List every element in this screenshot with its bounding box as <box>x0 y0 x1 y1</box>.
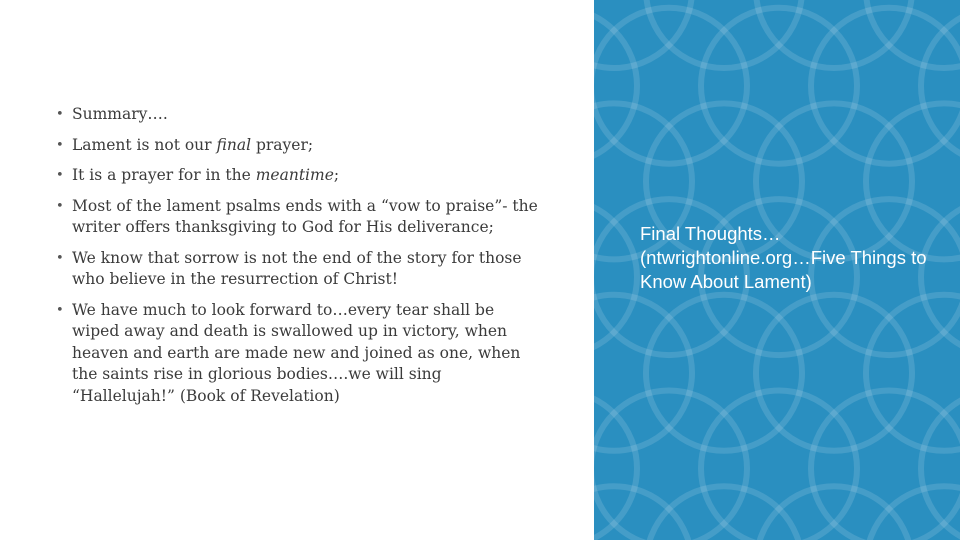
bullet-item: • It is a prayer for in the meantime; <box>56 165 546 187</box>
pattern-ring <box>866 486 960 540</box>
bullet-list <box>56 104 546 416</box>
bullet-item: • Summary…. <box>56 104 546 126</box>
bullet-item: • Lament is not our final prayer; <box>56 135 546 157</box>
pattern-ring <box>921 391 960 540</box>
title-panel <box>594 0 960 540</box>
side-title: Final Thoughts… (ntwrightonline.org…Five Things to Know About Lament) <box>640 223 927 292</box>
bullet-item: • We have much to look forward to…every tear shall be wiped away and death is swallowed up in victory, when heaven and earth are made new and joined as one, when the saints rise in glorious bodies….we will sing “Hallelujah!” (Book of Revelation) <box>56 300 546 408</box>
bullet-item: • Most of the lament psalms ends with a “vow to praise”- the writer offers thanksgiving to God for His deliverance; <box>56 196 546 239</box>
pattern-ring <box>921 8 960 164</box>
bullet-item: • We know that sorrow is not the end of the story for those who believe in the resurrection of Christ! <box>56 248 546 291</box>
pattern-ring <box>811 8 960 164</box>
